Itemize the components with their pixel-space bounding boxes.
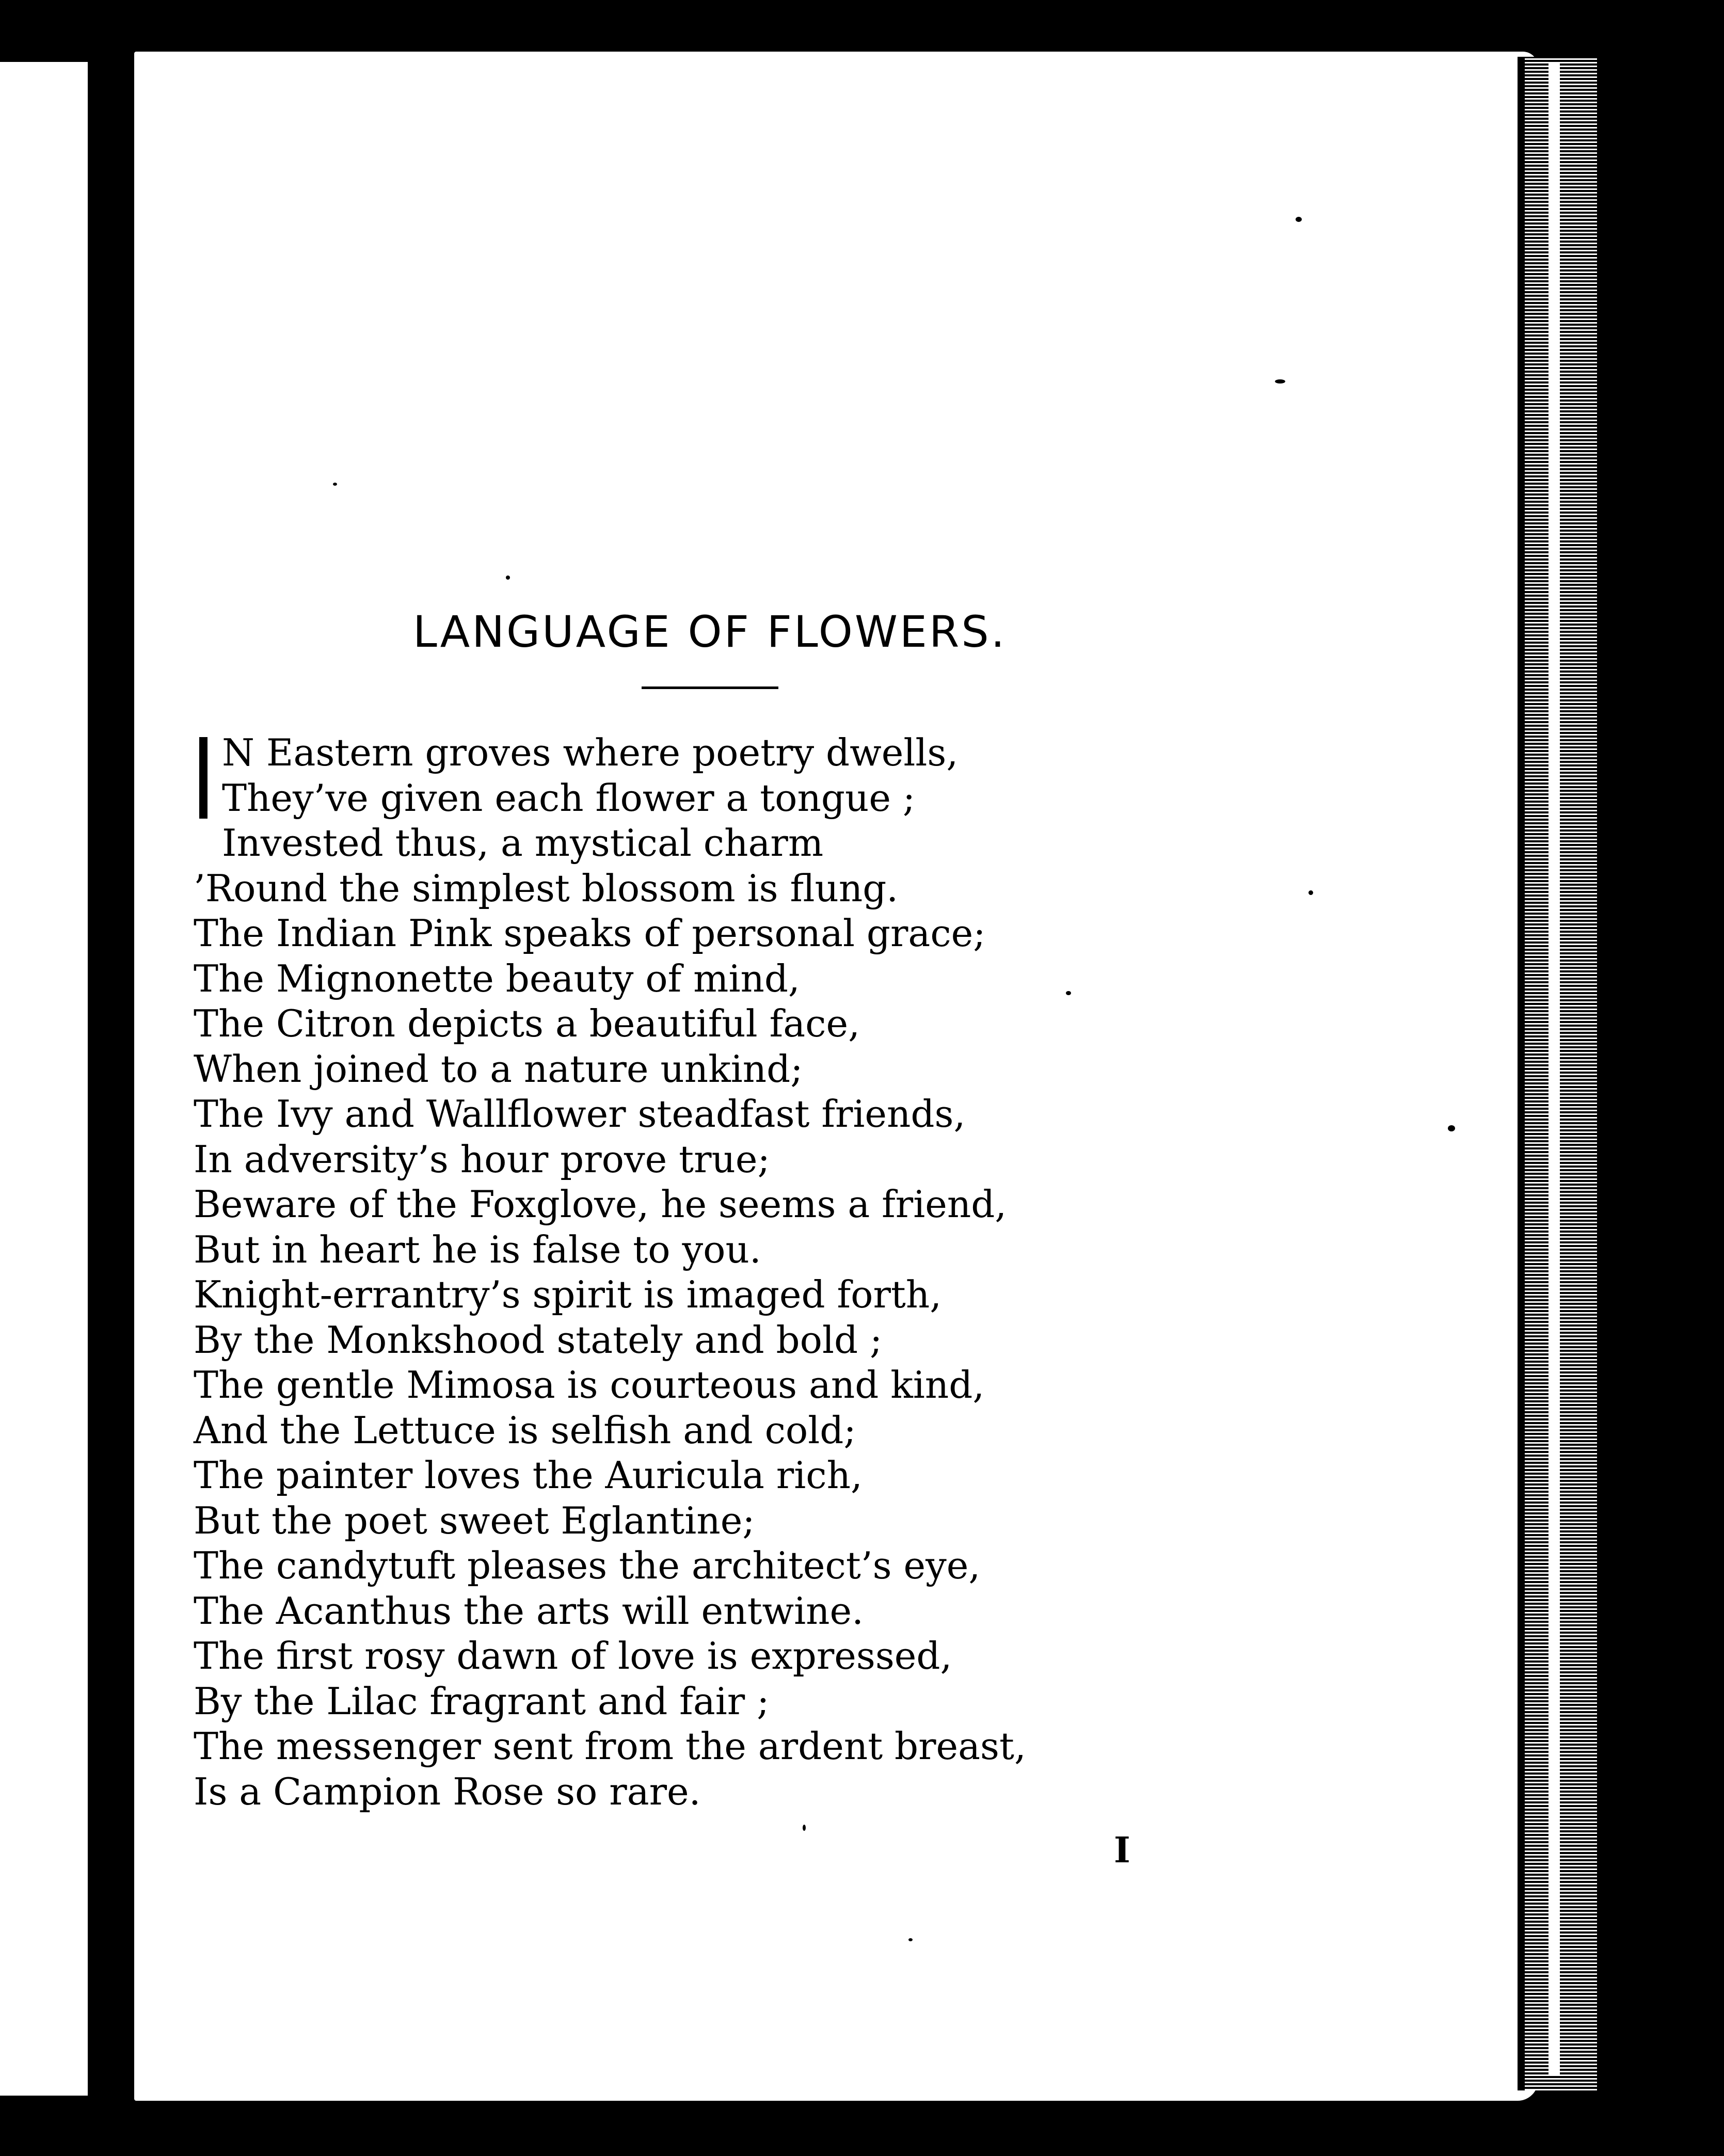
poem-line: They’ve given each flower a tongue ; xyxy=(222,776,916,820)
page-number: I xyxy=(1114,1830,1130,1871)
page-title: LANGUAGE OF FLOWERS. xyxy=(413,606,1007,657)
poem-line: But in heart he is false to you. xyxy=(194,1227,761,1271)
poem-line: And the Lettuce is selfish and cold; xyxy=(194,1408,856,1452)
previous-page-edge xyxy=(0,62,97,2096)
poem-body xyxy=(194,730,1226,1814)
poem-line: The Indian Pink speaks of personal grace; xyxy=(194,912,986,955)
poem-line: N Eastern groves where poetry dwells, xyxy=(222,731,959,774)
poem-line: ’Round the simplest blossom is flung. xyxy=(194,866,899,910)
poem-line: The Mignonette beauty of mind, xyxy=(194,956,800,1000)
poem-line: The Ivy and Wallflower steadfast friends, xyxy=(194,1092,966,1136)
scan-speck xyxy=(908,1938,913,1941)
poem-line: By the Monkshood stately and bold ; xyxy=(194,1318,883,1362)
poem-line: The candytuft pleases the architect’s eye, xyxy=(194,1544,981,1587)
poem-line: The first rosy dawn of love is expressed, xyxy=(194,1634,952,1678)
poem-line: Beware of the Foxglove, he seems a friend, xyxy=(194,1183,1007,1226)
poem-line: Knight-errantry’s spirit is imaged forth, xyxy=(194,1273,942,1316)
poem-line: The messenger sent from the ardent breast, xyxy=(194,1724,1026,1768)
poem-line: When joined to a nature unkind; xyxy=(194,1047,803,1091)
poem-line: But the poet sweet Eglantine; xyxy=(194,1498,755,1542)
scan-speck xyxy=(1066,991,1071,995)
poem-line: The painter loves the Auricula rich, xyxy=(194,1454,863,1497)
scan-speck xyxy=(803,1825,806,1831)
scan-speck xyxy=(506,576,510,580)
page-stack-highlight xyxy=(1549,62,1560,2075)
scan-speck xyxy=(1296,217,1302,222)
poem-line: The Acanthus the arts will entwine. xyxy=(194,1589,864,1633)
title-divider xyxy=(642,686,778,689)
scan-speck xyxy=(1448,1125,1455,1131)
poem-line: The gentle Mimosa is courteous and kind, xyxy=(194,1363,985,1407)
scan-speck xyxy=(333,483,337,486)
poem-line: In adversity’s hour prove true; xyxy=(194,1137,770,1181)
poem-line: Invested thus, a mystical charm xyxy=(222,821,824,865)
scan-speck xyxy=(1308,890,1313,895)
poem-line: The Citron depicts a beautiful face, xyxy=(194,1002,860,1045)
poem-line: Is a Campion Rose so rare. xyxy=(194,1769,701,1813)
scan-speck xyxy=(1275,379,1285,384)
poem-line: By the Lilac fragrant and fair ; xyxy=(194,1679,770,1723)
